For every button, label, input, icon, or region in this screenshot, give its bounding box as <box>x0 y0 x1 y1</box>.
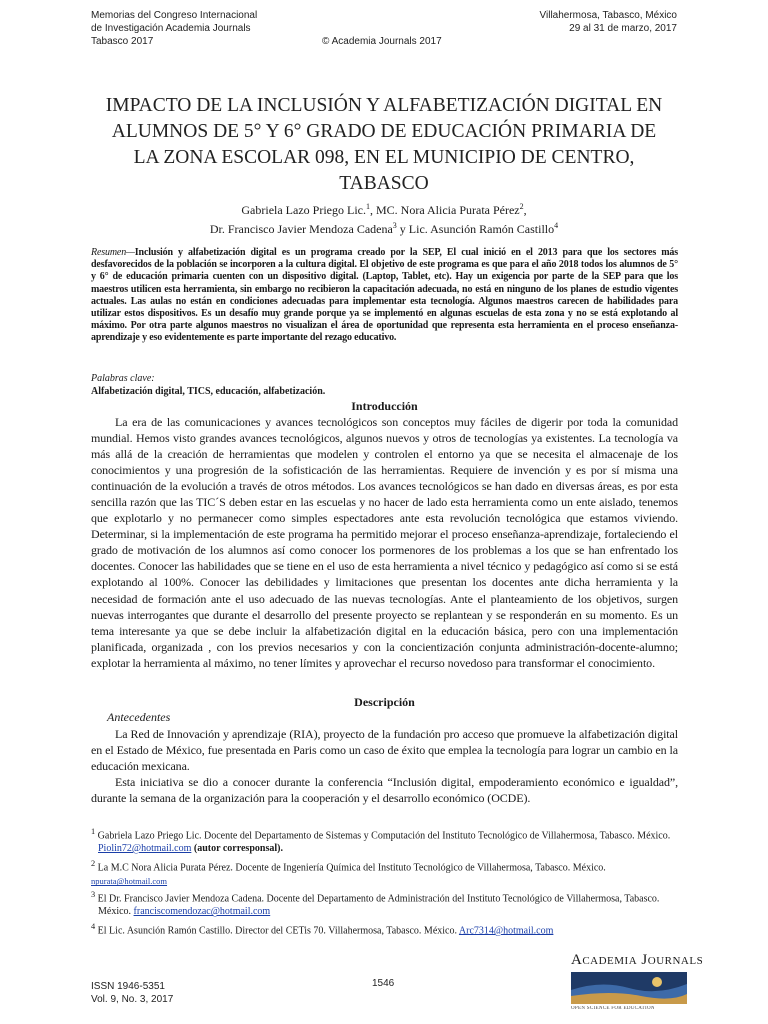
heading-introduccion: Introducción <box>351 399 418 413</box>
abstract-text: Inclusión y alfabetización digital es un programa creado por la SEP, El cual inició en el 2013 para que los sectores más desfavorecidos de la población se incorporen a la cultura digital. El objetivo de este programa es que para el año 2018 todos los alumnos de 5° y 6° de educación primaria cuenten con un dispositivo digital. (Laptop, Tablet, etc). Hay un exigencia por parte de la SEP para que los maestros utilicen esta herramienta, sin embargo no recibieron la capacitación adecuada, no está en ninguno de los planes de estudio vigentes actuales. Las aulas no están en condiciones adecuadas para implementar esta tecnología. Algunos maestros carecen de habilidades para utilizar estos dispositivos. Es un desafío muy grande porque ya se implementó en algunas escuelas de esta zona y no se está explotando al máximo. Por otra parte algunos maestros no visualizan el área de oportunidad que representa esta herramienta en el proceso enseñanza-aprendizaje y eso evidentemente es parte importante del rezago educativo. <box>91 247 678 344</box>
logo-wordmark: Academia Journals <box>571 952 704 968</box>
header-copyright: © Academia Journals 2017 <box>322 36 442 47</box>
intro-body <box>91 414 678 671</box>
intro-paragraph: La era de las comunicaciones y avances tecnológicos son conceptos muy fáciles de digerir por toda la comunidad mundial. Hemos visto grandes avances tecnológicos, algunos nuevos y otros de tecnologías ya existentes. La tecnología va más allá de la creación de herramientas que modelen y controlen el entorno ya que se necesita el almacenaje de los conocimientos y una progresión de la sofisticación de las herramientas. Requiere de invención y es por sí misma una continuación de la evolución a través de otros métodos. Los avances tecnológicos se han dado en diversas áreas, es por esta sencilla razón que las TIC´S deben estar en las escuelas y no hacer de lado esta herramienta como un ente aislado, tenemos que explotarlo y no permanecer como simples espectadores ante esta revolución tecnológica que estamos viviendo. Determinar, si la implementación de este programa ha permitido mejorar el proceso enseñanza-aprendizaje, fortaleciendo el grado de motivación de los alumnos así como conocer los pormenores de los problemas a los que se han enfrentado los docentes. Conocer las habilidades que se tiene en el uso de esta herramienta a nivel técnico y pedagógico así como si se está explotando al 100%. Conocer las debilidades y limitaciones que presentan los docentes ante dicha herramienta y la necesidad de formación ante el uso adecuado de las nuevas tecnologías. Ante el planteamiento de los objetivos, surgen nuevas interrogantes que durante el desarrollo del presente proyecto se replantean y se responderán en su momento. Es un tema interesante ya que se debe incluir la alfabetización digital en la educación básica, pero con una implementación planificada, organizada , con los previos necesarios y con la concientización conjunta administración-docente-alumno; explotar la herramienta al máximo, no tener límites y aprovechar el recurso novedoso para transformar el conocimiento. <box>91 415 678 670</box>
abstract <box>91 247 678 345</box>
keywords-text: Alfabetización digital, TICS, educación, alfabetización. <box>91 386 326 397</box>
descripcion-body <box>91 726 678 806</box>
header-location: Villahermosa, Tabasco, México <box>539 10 677 21</box>
author-list <box>90 199 678 237</box>
header-congress-line1: Memorias del Congreso Internacional <box>91 10 258 21</box>
title-line: LA ZONA ESCOLAR 098, EN EL MUNICIPIO DE CENTRO, <box>133 147 635 168</box>
footer-issn: ISSN 1946-5351 <box>91 981 165 992</box>
footnote-2-email <box>91 876 681 886</box>
heading-descripcion: Descripción <box>354 695 415 709</box>
title-line: TABASCO <box>339 173 429 194</box>
paper-title <box>70 93 698 197</box>
author-line-1: Gabriela Lazo Priego Lic.$^1$, MC. Nora Alicia Purata Pérez$^2$, <box>241 202 527 217</box>
footnotes <box>91 826 681 940</box>
footer-issn-block <box>91 980 173 1006</box>
email-link[interactable]: franciscomendozac@hotmail.com <box>133 906 271 918</box>
page-number: 1546 <box>372 978 395 989</box>
header-dates: 29 al 31 de marzo, 2017 <box>569 23 677 34</box>
email-link[interactable]: npurata@hotmail.com <box>91 876 168 887</box>
footer-volume: Vol. 9, No. 3, 2017 <box>91 994 174 1005</box>
title-line: ALUMNOS DE 5° Y 6° GRADO DE EDUCACIÓN PRIMARIA DE <box>111 121 657 142</box>
descripcion-paragraph-2: Esta iniciativa se dio a conocer durante la conferencia “Inclusión digital, empoderamiento económico e igualdad”, durante la semana de la organización para la cooperación y el desarrollo económico (OCDE). <box>91 775 678 806</box>
header-right <box>540 9 677 35</box>
title-line: IMPACTO DE LA INCLUSIÓN Y ALFABETIZACIÓN DIGITAL EN <box>105 95 663 116</box>
author-line-2: Dr. Francisco Javier Mendoza Cadena$^3$ y Lic. Asunción Ramón Castillo$^4$ <box>209 221 559 236</box>
header-congress-line3: Tabasco 2017 <box>91 36 154 47</box>
header-left <box>91 9 257 48</box>
keywords-label: Palabras clave: <box>91 373 155 384</box>
descripcion-paragraph-1: La Red de Innovación y aprendizaje (RIA), proyecto de la fundación pro acceso que promueve la alfabetización digital en el Estado de México, fue presentada en Paris como un caso de éxito que emplea la tecnología para lograr un cambio en la educación mexicana. <box>91 727 678 774</box>
email-link[interactable]: Piolin72@hotmail.com <box>98 842 192 854</box>
subheading-antecedentes: Antecedentes <box>107 710 171 724</box>
footnote-4: $^4$ El Lic. Asunción Ramón Castillo. Director del CETis 70. Villahermosa, Tabasco. México. Arc7314@hotmail.com <box>91 921 554 937</box>
abstract-lead: Resumen— <box>91 247 135 258</box>
header-congress-line2: de Investigación Academia Journals <box>91 23 251 34</box>
email-link[interactable]: Arc7314@hotmail.com <box>458 925 554 937</box>
footnote-3: $^3$ El Dr. Francisco Javier Mendoza Cadena. Docente del Departamento de Administración del Instituto Tecnológico de Villahermosa, Tabasco. México. franciscomendozac@hotmail.com <box>91 890 660 918</box>
logo-tagline: OPEN SCIENCE FOR EDUCATION <box>571 1006 655 1011</box>
academia-journals-logo <box>571 950 704 1014</box>
footnote-2: $^2$ La M.C Nora Alicia Purata Pérez. Docente de Ingeniería Química del Instituto Tecnológico de Villahermosa, Tabasco. México. <box>91 858 606 873</box>
footnote-1: $^1$ Gabriela Lazo Priego Lic. Docente del Departamento de Sistemas y Computación del Instituto Tecnológico de Villahermosa, Tabasco. México. Piolin72@hotmail.com (autor corresponsal). <box>91 827 671 854</box>
